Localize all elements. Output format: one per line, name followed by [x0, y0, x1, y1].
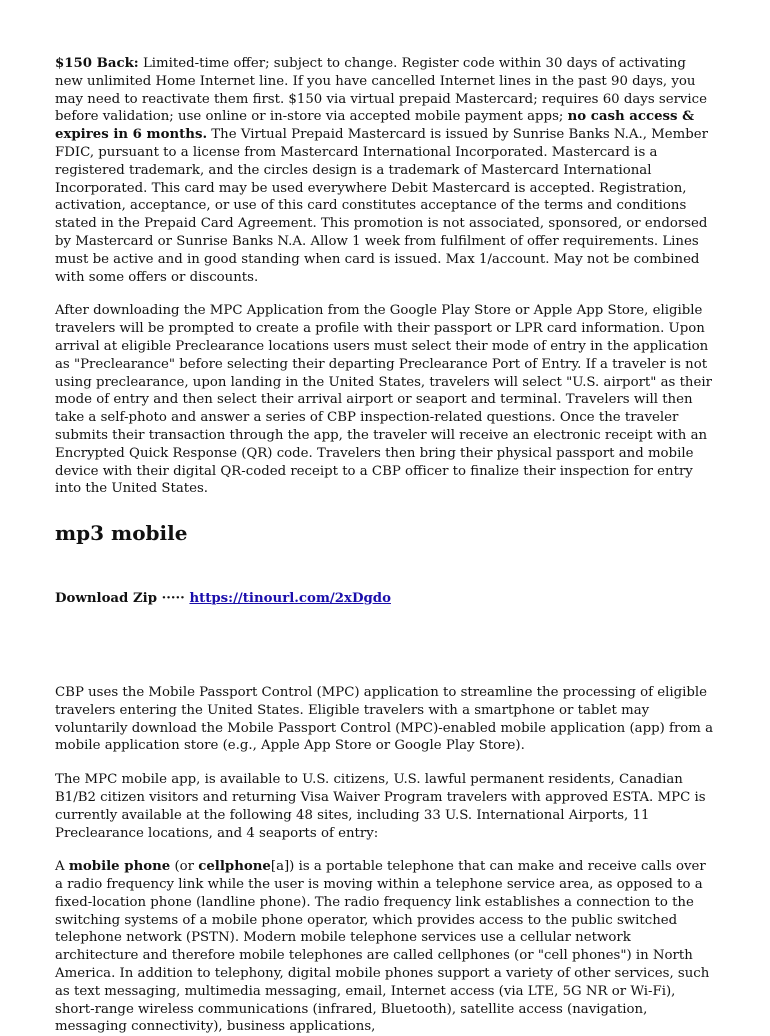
cellphone-term: cellphone — [198, 859, 271, 875]
mobile-phone-text-a: A — [55, 859, 69, 875]
download-line — [55, 590, 716, 608]
page-title: mp3 mobile — [55, 521, 188, 546]
offer-text-1: Limited-time offer; subject to change. Register code within 30 days of activating new unlimited Home Internet line. If you have cancelled Internet lines in the past 90 days, you may need to reactivate them first. $150 via virtual prepaid Mastercard; requires 60 days service before validation; use online or in-store via accepted mobile payment apps; — [55, 56, 708, 125]
cbp-paragraph: CBP uses the Mobile Passport Control (MPC) application to streamline the processing of eligible travelers entering the United States. Eligible travelers with a smartphone or tablet may voluntarily download the Mobile Passport Control (MPC)-enabled mobile application (app) from a mobile application store (e.g., Apple App Store or Google Play Store). — [55, 684, 714, 754]
offer-text-2: The Virtual Prepaid Mastercard is issued by Sunrise Banks N.A., Member FDIC, pursuant to a license from Mastercard International Incorporated. Mastercard is a registered trademark, and the circles design is a trademark of Mastercard International Incorporated. This card may be used everywhere Debit Mastercard is accepted. Registration, activation, acceptance, or use of this card constitutes acceptance of the terms and conditions stated in the Prepaid Card Agreement. This promotion is not associated, sponsored, or endorsed by Mastercard or Sunrise Banks N.A. Allow 1 week from fulfilment of offer requirements. Lines must be active and in good standing when card is issued. Max 1/account. May not be combined with some offers or discounts. — [55, 127, 709, 285]
mpc-availability-paragraph: The MPC mobile app, is available to U.S. citizens, U.S. lawful permanent residents, Canadian B1/B2 citizen visitors and returning Visa Waiver Program travelers with approved ESTA. MPC is currently available at the following 48 sites, including 33 U.S. International Airports, 11 Preclearance locations, and 4 seaports of entry: — [55, 772, 706, 841]
mobile-phone-term: mobile phone — [68, 859, 171, 875]
mpc-app-paragraph: After downloading the MPC Application from the Google Play Store or Apple App Store, eligible travelers will be prompted to create a profile with their passport or LPR card information. Upon arrival at eligible Preclearance locations users must select their mode of entry in the application as "Preclearance" before selecting their departing Preclearance Port of Entry. If a traveler is not using preclearance, upon landing in the United States, travelers will select "U.S. airport" as their mode of entry and then select their arrival airport or seaport and terminal. Travelers will then take a self-photo and answer a series of CBP inspection-related questions. Once the traveler submits their transaction through the app, the traveler will receive an electronic receipt with an Encrypted Quick Response (QR) code. Travelers then bring their physical passport and mobile device with their digital QR-coded receipt to a CBP officer to finalize their inspection for entry into the United States. — [55, 303, 712, 497]
mobile-phone-text-b: (or — [170, 859, 199, 875]
mobile-phone-paragraph — [55, 858, 716, 1036]
download-label: Download Zip ····· — [55, 591, 190, 607]
download-link[interactable]: https://tinourl.com/2xDgdo — [189, 591, 391, 607]
offer-terms-paragraph — [55, 55, 716, 286]
offer-label: $150 Back: — [55, 56, 139, 71]
offer-bold-terms: no cash access & expires in 6 months. — [55, 109, 695, 143]
mobile-phone-text-c: [a]) is a portable telephone that can make and receive calls over a radio frequency link while the user is moving within a telephone service area, as opposed to a fixed-location phone (landline phone). The radio frequency link establishes a connection to the switching systems of a mobile phone operator, which provides access to the public switched telephone network (PSTN). Modern mobile telephone services use a cellular network architecture and therefore mobile telephones are called cellphones (or "cell phones") in North America. In addition to telephony, digital mobile phones support a variety of other services, such as text messaging, multimedia messaging, email, Internet access (via LTE, 5G NR or Wi-Fi), short-range wireless communications (infrared, Bluetooth), satellite access (navigation, messaging connectivity), business applications, — [55, 859, 710, 1035]
